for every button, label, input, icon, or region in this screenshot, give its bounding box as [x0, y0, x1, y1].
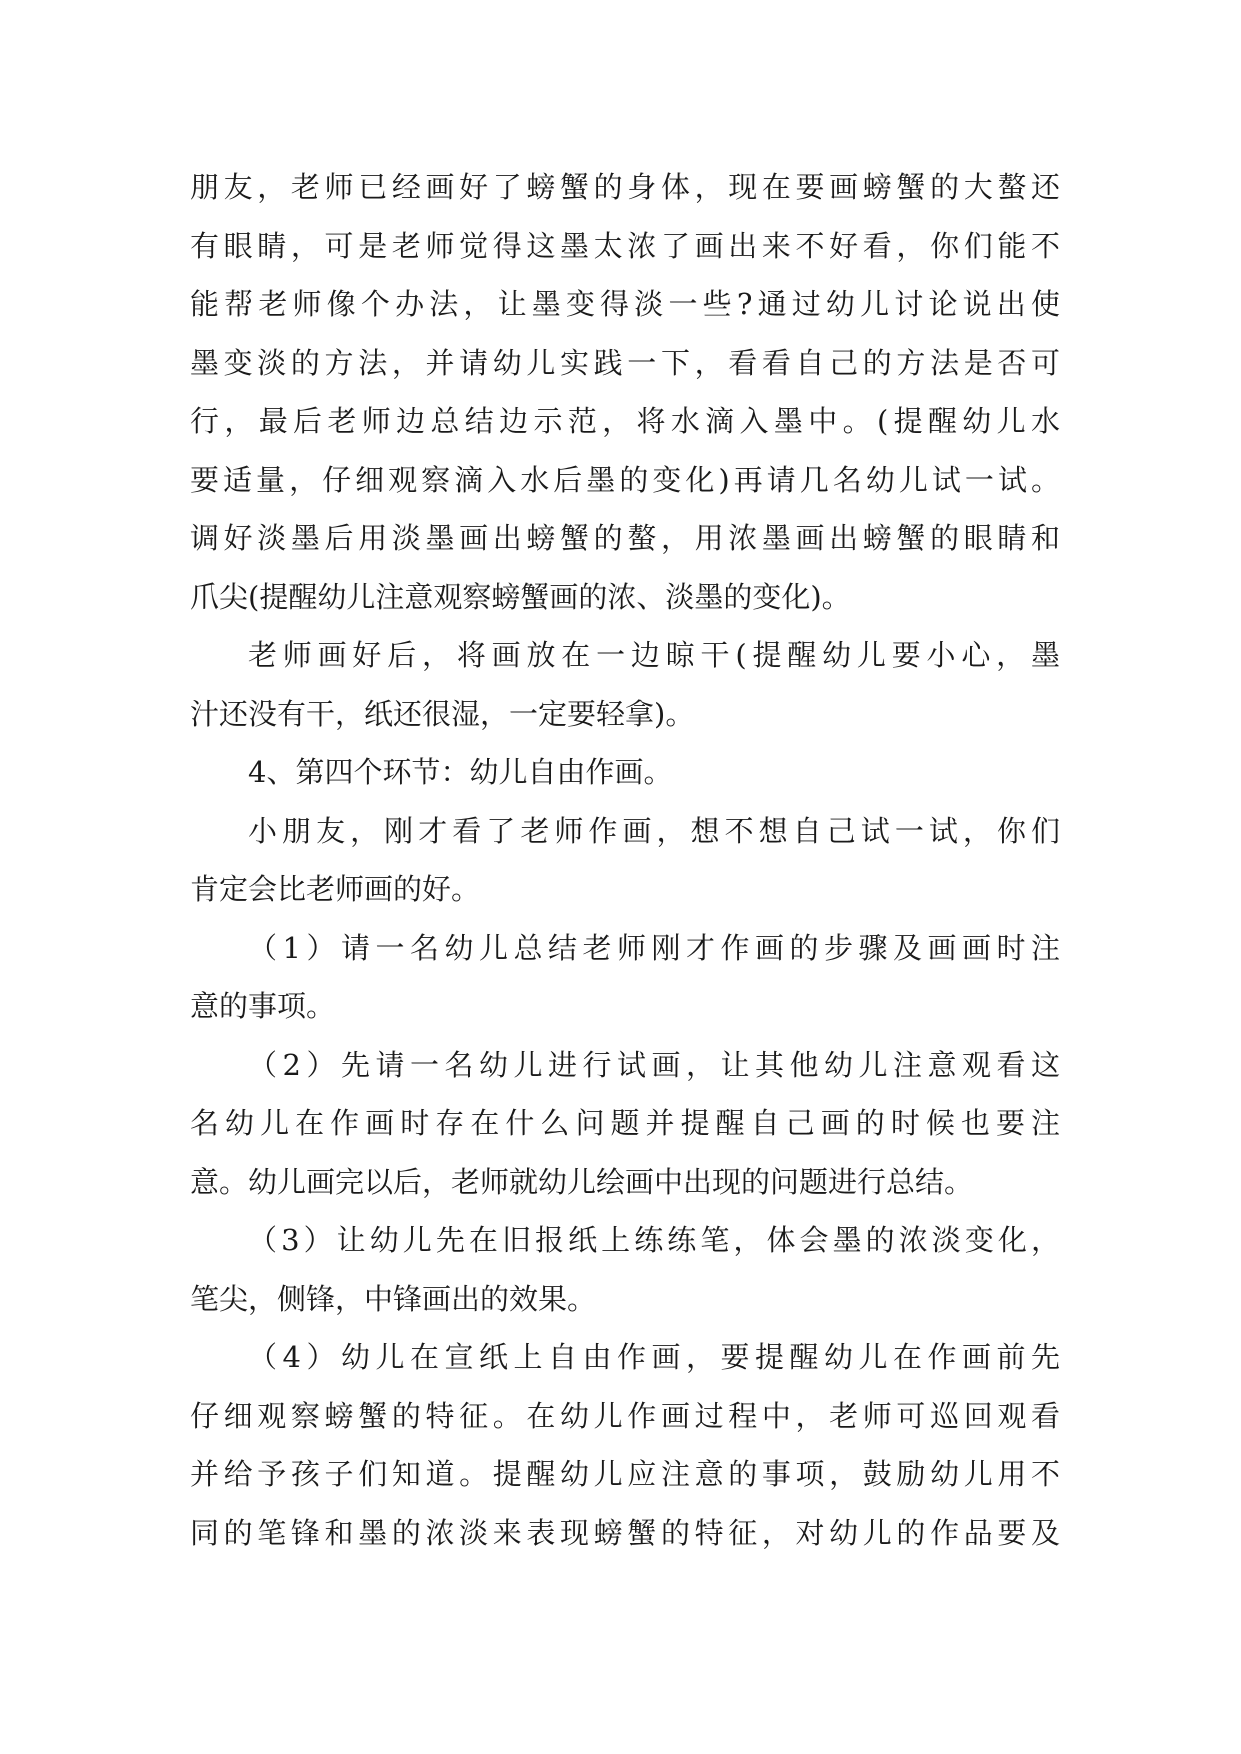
text-line: 名幼儿在作画时存在什么问题并提醒自己画的时候也要注 — [190, 1106, 1060, 1140]
text-line: 意。幼儿画完以后，老师就幼儿绘画中出现的问题进行总结。 — [190, 1164, 974, 1199]
text-line: （4）幼儿在宣纸上自由作画，要提醒幼儿在作画前先 — [248, 1340, 1060, 1374]
text-line: 有眼睛，可是老师觉得这墨太浓了画出来不好看，你们能不 — [190, 228, 1060, 263]
document-body — [190, 158, 1060, 1562]
text-line: 同的笔锋和墨的浓淡来表现螃蟹的特征，对幼儿的作品要及 — [190, 1515, 1060, 1550]
text-line: 要适量，仔细观察滴入水后墨的变化)再请几名幼儿试一试。 — [190, 462, 1060, 497]
text-line: 朋友，老师已经画好了螃蟹的身体，现在要画螃蟹的大螯还 — [190, 170, 1060, 204]
text-line: 并给予孩子们知道。提醒幼儿应注意的事项，鼓励幼儿用不 — [190, 1457, 1060, 1491]
text-line: 老师画好后，将画放在一边晾干(提醒幼儿要小心，墨 — [248, 638, 1060, 672]
text-line: 仔细观察螃蟹的特征。在幼儿作画过程中，老师可巡回观看 — [190, 1398, 1060, 1433]
text-line: 笔尖，侧锋，中锋画出的效果。 — [190, 1281, 597, 1316]
text-line: 小朋友，刚才看了老师作画，想不想自己试一试，你们 — [248, 813, 1060, 848]
text-line: （2）先请一名幼儿进行试画，让其他幼儿注意观看这 — [248, 1047, 1060, 1082]
text-line: （3）让幼儿先在旧报纸上练练笔，体会墨的浓淡变化， — [248, 1223, 1060, 1257]
text-line: 墨变淡的方法，并请幼儿实践一下，看看自己的方法是否可 — [190, 345, 1060, 380]
text-line: 意的事项。 — [190, 989, 336, 1023]
text-line: 调好淡墨后用淡墨画出螃蟹的螯，用浓墨画出螃蟹的眼睛和 — [190, 521, 1060, 555]
text-line: 肯定会比老师画的好。 — [190, 872, 481, 906]
text-line: 行，最后老师边总结边示范，将水滴入墨中。(提醒幼儿水 — [190, 404, 1060, 438]
text-line: 爪尖(提醒幼儿注意观察螃蟹画的浓、淡墨的变化)。 — [190, 579, 851, 614]
text-line: 能帮老师像个办法，让墨变得淡一些?通过幼儿讨论说出使 — [190, 287, 1060, 321]
text-line: 4、第四个环节：幼儿自由作画。 — [248, 755, 673, 789]
text-line: 汁还没有干，纸还很湿，一定要轻拿)。 — [190, 696, 695, 731]
text-line: （1）请一名幼儿总结老师刚才作画的步骤及画画时注 — [248, 930, 1060, 965]
